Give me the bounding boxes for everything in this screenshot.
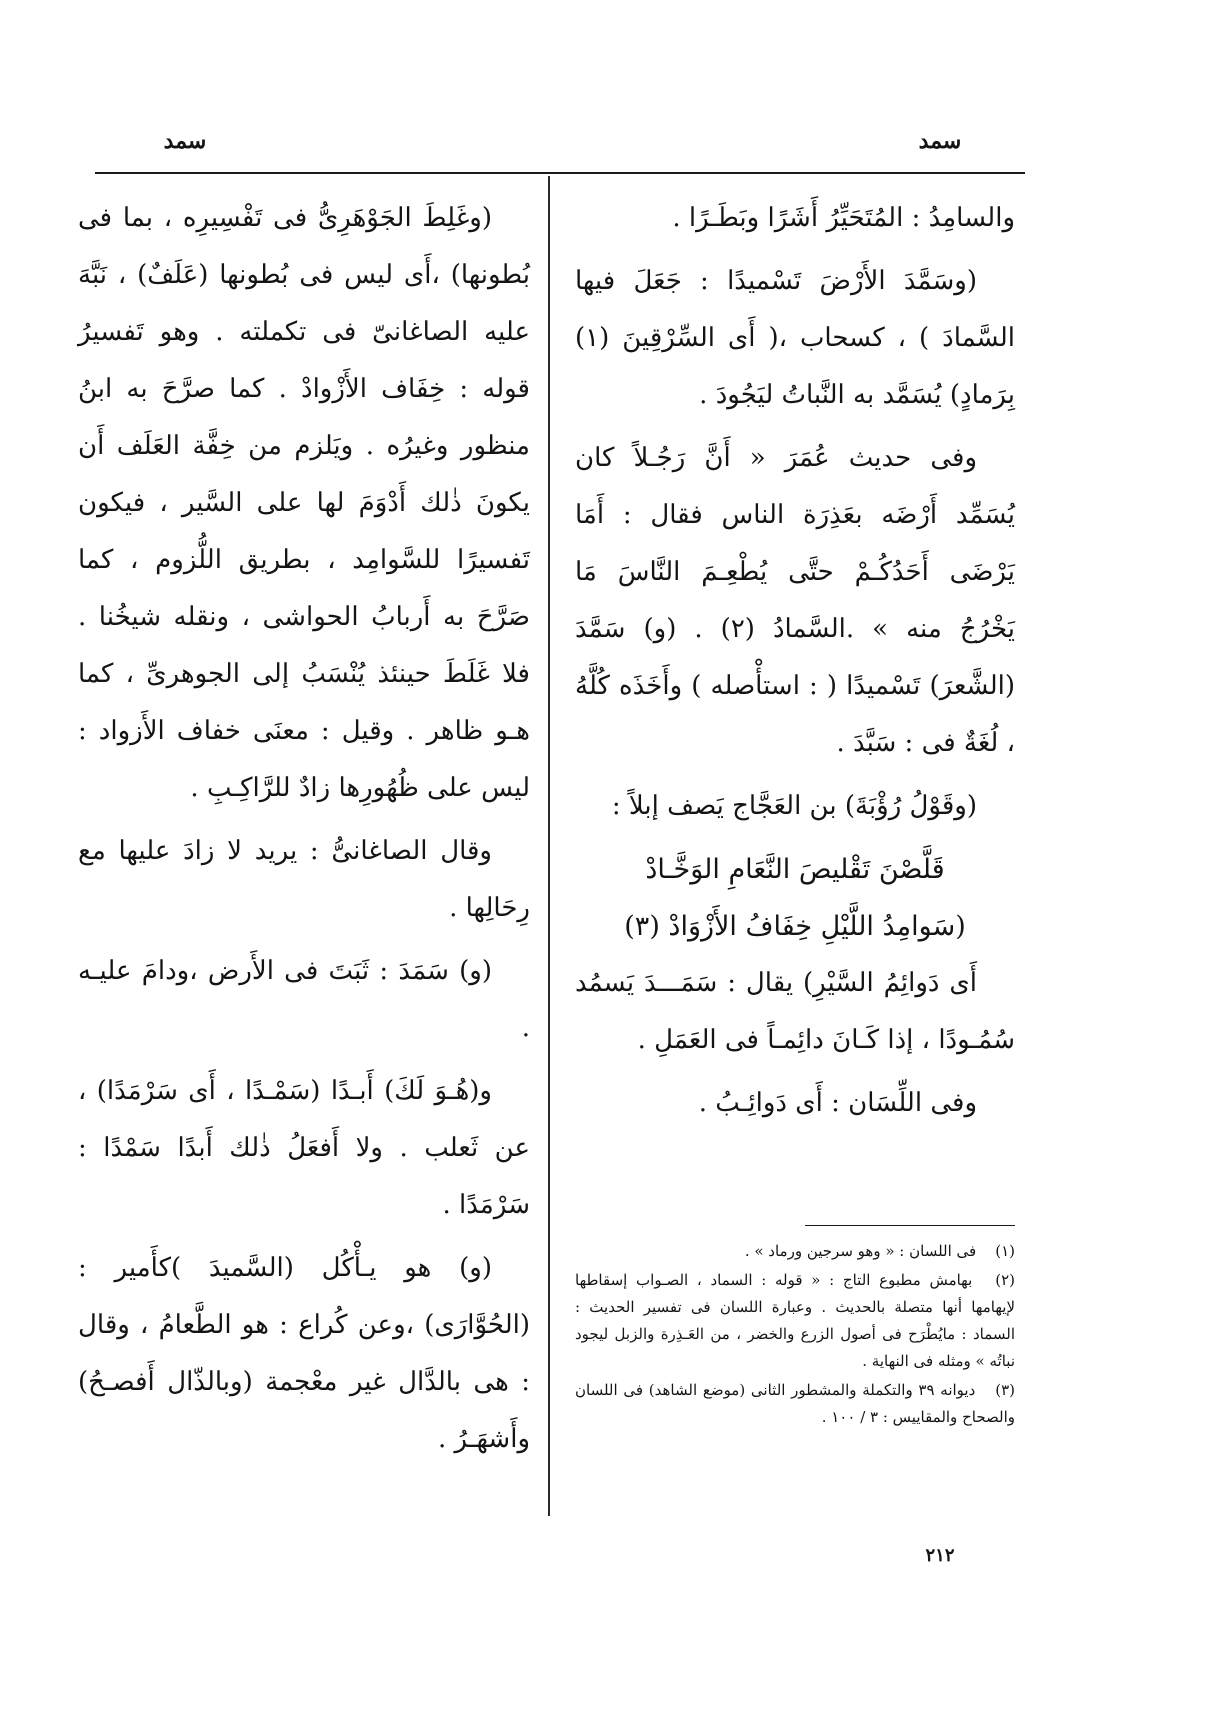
left-column — [78, 190, 530, 1474]
footnote — [575, 1238, 1015, 1265]
header-rule — [95, 172, 1025, 174]
footnote-number: (٣) — [995, 1381, 1015, 1399]
paragraph: (وغَلِطَ الجَوْهَرِىُّ فى تَفْسِيرِه ، بما فى بُطونها) ،أَى ليس فى بُطونها (عَلَفٌ) ، نَبَّهَ عليه الصاغانىّ فى تكملته . وهو تَفسيرُ قوله : خِفَاف الأَزْوادْ . كما صرَّحَ به ابنُ منظور وغيرُه . ويَلزم من خِفَّة العَلَف أَن يكونَ ذٰلك أَدْوَمَ لها على السَّير ، فيكون تَفسيرًا للسَّوامِد ، بطريق اللُّزوم ، كما صَرَّحَ به أَربابُ الحواشى ، ونقله شيخُنا . فلا غَلَطَ حينئذ يُنْسَبُ إلى الجوهرىِّ ، كما هـو ظاهر . وقيل : معنَى خفاف الأَزواد : ليس على ظُهُورِها زادٌ للرَّاكِـبِ . — [78, 203, 530, 803]
footnote-text: ديوانه ٣٩ والتكملة والمشطور الثانى (موضع الشاهد) فى اللسان والصحاح والمقاييس : ٣ / ١٠٠ . — [575, 1381, 1015, 1426]
paragraph: و(هُـوَ لَكَ) أَبـدًا (سَمْـدًا ، أَى سَرْمَدًا) ، عن ثَعلب . ولا أَفعَلُ ذٰلك أَبدًا سَمْدًا : سَرْمَدًا . — [78, 1076, 530, 1220]
paragraph: (وسَمَّدَ الأَرْضَ تَسْميدًا : جَعَلَ فيها السَّمادَ ) ، كسحاب ،( أَى السِّرْقِينَ (١) بِرَمادٍ) يُسَمَّد به النَّباتُ ليَجُودَ . — [575, 266, 1015, 410]
page-number: ٢١٢ — [925, 1545, 955, 1566]
paragraph: أَى دَوائِمُ السَّيْرِ) يقال : سَمَـــدَ يَسمُد سُمُـودًا ، إذا كَـانَ دائِمـاً فى العَمَلِ . — [575, 968, 1015, 1055]
running-head-right: سمد — [918, 128, 962, 154]
paragraph: وفى اللِّسَان : أَى دَوائِـبُ . — [698, 1088, 977, 1118]
footnote-rule — [805, 1225, 1015, 1226]
column-divider — [548, 176, 550, 1516]
paragraph: وقال الصاغانىُّ : يريد لا زادَ عليها مع رِحَالِها . — [78, 836, 530, 923]
footnote-text: فى اللسان : « وهو سرجين ورماد » . — [744, 1242, 977, 1260]
footnote — [575, 1267, 1015, 1375]
paragraph: والسامِدُ : المُتَحَيِّرُ أَشَرًا وبَطَـرًا . — [672, 203, 1015, 233]
paragraph: (وقَوْلُ رُؤْبَةَ) بن العَجَّاج يَصف إبلاً : — [611, 791, 977, 821]
footnote-text: بهامش مطبوع التاج : « قوله : السماد ، الصـواب إسقاطها لإيهامها أنها متصلة بالحديث . وعبارة اللسان فى تفسير الحديث : السماد : مايُطْرَح فى أصول الزرع والخضر ، من العَـذِرة والزبل ليجود نباتُه » ومثله فى النهاية . — [575, 1271, 1015, 1370]
footnotes — [575, 1238, 1015, 1433]
verse-line: قَلَّصْنَ تَقْليصَ النَّعَامِ الوَخَّـادْ — [645, 854, 945, 885]
footnote-number: (١) — [995, 1242, 1015, 1260]
paragraph: (و) سَمَدَ : ثَبَتَ فى الأَرض ،ودامَ عليـه . — [78, 956, 530, 1043]
verse-line: (سَوامِدُ اللَّيْلِ خِفَافُ الأَزْوَادْ (٣) — [624, 911, 966, 942]
footnote — [575, 1377, 1015, 1431]
paragraph: وفى حديث عُمَرَ « أَنَّ رَجُـلاً كان يُسَمِّد أَرْضَه بعَذِرَة الناس فقال : أَمَا يَرْضَى أَحَدُكُـمْ حتَّى يُطْعِـمَ النَّاسَ مَا يَخْرُجُ منه » .السَّمادُ (٢) . (و) سَمَّدَ (الشَّعرَ) تَسْميدًا ( : استأْصله ) وأَخَذَه كُلَّهُ ، لُغَةٌ فى : سَبَّدَ . — [575, 443, 1015, 758]
running-head-left: سمد — [163, 128, 207, 154]
footnote-number: (٢) — [995, 1271, 1015, 1289]
right-column — [575, 190, 1015, 1138]
paragraph: (و) هو يـأْكُل (السَّميدَ )كأَمير : (الحُوَّارَى) ،وعن كُراع : هو الطَّعامُ ، وقال : هى بالدَّال غير معْجمة (وبالذّال أَفصـحُ) وأَشهَـرُ . — [78, 1253, 530, 1454]
